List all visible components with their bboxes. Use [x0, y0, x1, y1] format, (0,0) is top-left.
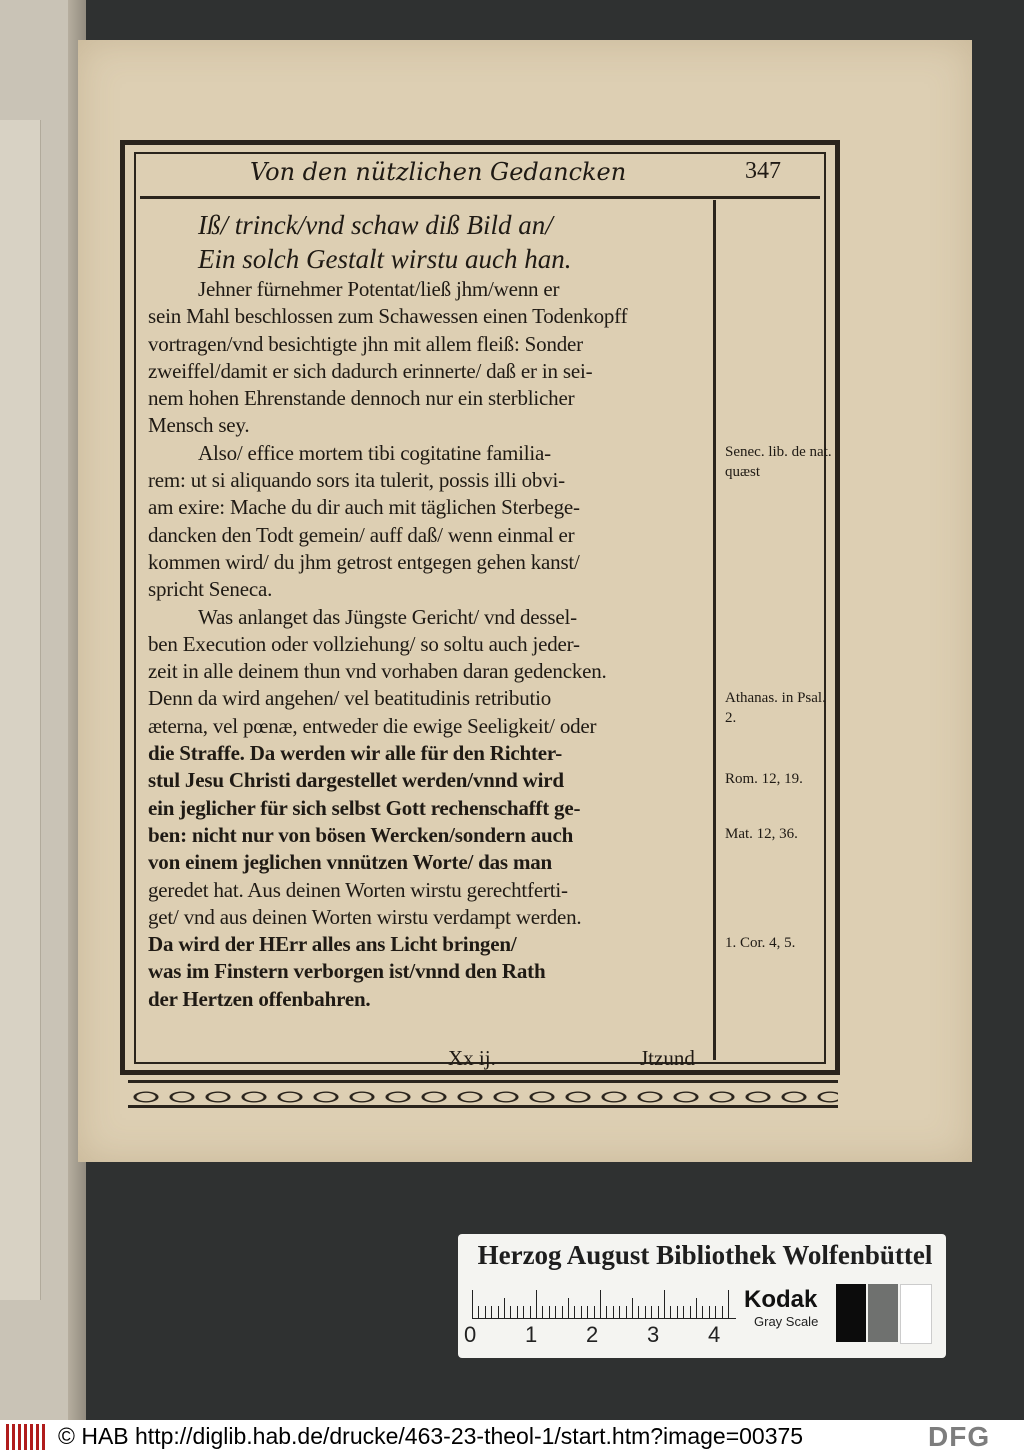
- ruler-tick: [574, 1306, 575, 1318]
- text-line: æterna, vel pœnæ, entweder die ewige Seeligkeit/ oder: [148, 713, 597, 738]
- marginal-note: Athanas. in Psal. 2.: [725, 689, 826, 726]
- text-line: Was anlanget das Jüngste Gericht/ vnd dessel-: [198, 604, 577, 629]
- marginal-note: Senec. lib. de nat. quæst: [725, 443, 832, 480]
- ruler-tick: [485, 1306, 486, 1318]
- ruler-tick: [549, 1306, 550, 1318]
- footer-bar: [0, 1420, 1024, 1455]
- text-line: der Hertzen offenbahren.: [148, 986, 371, 1011]
- catchword: Jtzund: [640, 1046, 695, 1070]
- text-line: spricht Seneca.: [148, 577, 273, 602]
- ruler-tick: [626, 1306, 627, 1318]
- ruler-tick: [606, 1306, 607, 1318]
- library-name: Herzog August Bibliothek Wolfenbüttel: [477, 1240, 933, 1270]
- ruler-tick: [472, 1290, 473, 1318]
- ruler-tick: [664, 1290, 665, 1318]
- text-line: was im Finstern verborgen ist/vnnd den Rath: [148, 959, 546, 984]
- scale-number: 3: [647, 1322, 660, 1347]
- ruler-tick: [696, 1298, 697, 1318]
- signature-mark: Xx ij.: [448, 1046, 496, 1070]
- text-line: von einem jeglichen vnnützen Worte/ das man: [148, 850, 553, 875]
- text-line: Also/ effice mortem tibi cogitatine familia-: [198, 440, 551, 465]
- marginal-note: Mat. 12, 36.: [725, 826, 798, 842]
- text-line: ben: nicht nur von bösen Wercken/sondern auch: [148, 822, 574, 847]
- ruler-tick: [562, 1306, 563, 1318]
- marginal-column-rule: [713, 200, 716, 1060]
- gray-swatch: [868, 1284, 898, 1342]
- dfg-logo: DFG: [928, 1421, 991, 1452]
- gray-swatch: [836, 1284, 866, 1342]
- gray-scale-caption: Gray Scale: [754, 1314, 819, 1329]
- ruler-tick: [728, 1290, 729, 1318]
- text-line: geredet hat. Aus deinen Worten wirstu gerechtferti-: [148, 877, 568, 902]
- text-line: sein Mahl beschlossen zum Schawessen einen Todenkopff: [148, 304, 628, 329]
- ruler-tick: [581, 1306, 582, 1318]
- text-line: Denn da wird angehen/ vel beatitudinis retributio: [148, 686, 552, 711]
- text-line: die Straffe. Da werden wir alle für den Richter-: [148, 741, 563, 766]
- scale-number: 4: [708, 1322, 721, 1347]
- ruler-tick: [645, 1306, 646, 1318]
- text-line: zweiffel/damit er sich dadurch erinnerte/ daß er in sei-: [148, 358, 593, 383]
- ruler-tick: [523, 1306, 524, 1318]
- scale-number: 2: [586, 1322, 599, 1347]
- gray-swatch: [900, 1284, 932, 1344]
- ruler-tick: [555, 1306, 556, 1318]
- text-line: Jehner fürnehmer Potentat/ließ jhm/wenn er: [198, 277, 560, 301]
- ruler-tick: [709, 1306, 710, 1318]
- ruler-tick: [651, 1306, 652, 1318]
- ruler-tick: [670, 1306, 671, 1318]
- body-text: [148, 208, 712, 1013]
- ruler-tick: [568, 1298, 569, 1318]
- ruler-tick: [587, 1306, 588, 1318]
- text-line: get/ vnd aus deinen Worten wirstu verdampt werden.: [148, 904, 582, 929]
- ruler-tick: [542, 1306, 543, 1318]
- ruler-tick: [683, 1306, 684, 1318]
- marginal-note: Rom. 12, 19.: [725, 771, 803, 788]
- text-line: ein jeglicher für sich selbst Gott rechenschafft ge-: [148, 795, 581, 820]
- ornamental-border: [128, 1080, 838, 1108]
- ruler-tick: [722, 1306, 723, 1318]
- ruler-tick: [702, 1306, 703, 1318]
- running-head: Von den nützlichen Gedancken: [250, 158, 627, 186]
- text-line: stul Jesu Christi dargestellet werden/vnnd wird: [148, 768, 564, 793]
- text-line: Mensch sey.: [148, 413, 250, 438]
- text-line: am exire: Mache du dir auch mit täglichen Sterbege-: [148, 495, 580, 520]
- text-line: Ein solch Gestalt wirstu auch han.: [198, 244, 572, 274]
- ruler-tick: [619, 1306, 620, 1318]
- hab-logo-icon: [6, 1424, 46, 1450]
- ruler-tick: [677, 1306, 678, 1318]
- ruler-tick: [690, 1306, 691, 1318]
- kodak-brand: Kodak: [744, 1286, 818, 1313]
- ruler-tick: [613, 1306, 614, 1318]
- text-line: Iß/ trinck/vnd schaw diß Bild an/: [198, 210, 553, 240]
- ruler-tick: [498, 1306, 499, 1318]
- ruler-tick: [517, 1306, 518, 1318]
- text-line: nem hohen Ehrenstande dennoch nur ein sterblicher: [148, 386, 575, 411]
- footer-citation[interactable]: © HAB http://diglib.hab.de/drucke/463-23-theol-1/start.htm?image=00375: [58, 1423, 804, 1449]
- ruler-tick: [600, 1290, 601, 1318]
- scale-number: 1: [525, 1322, 538, 1347]
- ruler-tick: [715, 1306, 716, 1318]
- text-line: Da wird der HErr alles ans Licht bringen/: [148, 932, 517, 957]
- ruler-tick: [504, 1298, 505, 1318]
- color-calibration-label: [458, 1234, 946, 1358]
- ruler-tick: [491, 1306, 492, 1318]
- ruler-tick: [530, 1306, 531, 1318]
- text-line: zeit in alle deinem thun vnd vorhaben daran gedencken.: [148, 659, 607, 684]
- text-line: dancken den Todt gemein/ auff daß/ wenn einmal er: [148, 522, 575, 547]
- text-line: rem: ut si aliquando sors ita tulerit, possis illi obvi-: [148, 468, 565, 493]
- header-rule: [140, 196, 820, 199]
- ruler-tick: [594, 1306, 595, 1318]
- ruler-tick: [638, 1306, 639, 1318]
- previous-page-margin: [0, 120, 41, 1300]
- ruler-tick: [510, 1306, 511, 1318]
- text-line: kommen wird/ du jhm getrost entgegen gehen kanst/: [148, 549, 580, 574]
- scale-number: 0: [464, 1322, 477, 1347]
- ruler-tick: [658, 1306, 659, 1318]
- text-line: vortragen/vnd besichtigte jhn mit allem fleiß: Sonder: [148, 331, 583, 356]
- page-number: 347: [745, 158, 781, 184]
- ruler-tick: [632, 1298, 633, 1318]
- marginal-note: 1. Cor. 4, 5.: [725, 935, 796, 952]
- scale-ruler: [472, 1288, 736, 1319]
- text-line: ben Execution oder vollziehung/ so soltu auch jeder-: [148, 631, 580, 656]
- ruler-tick: [478, 1306, 479, 1318]
- ruler-tick: [536, 1290, 537, 1318]
